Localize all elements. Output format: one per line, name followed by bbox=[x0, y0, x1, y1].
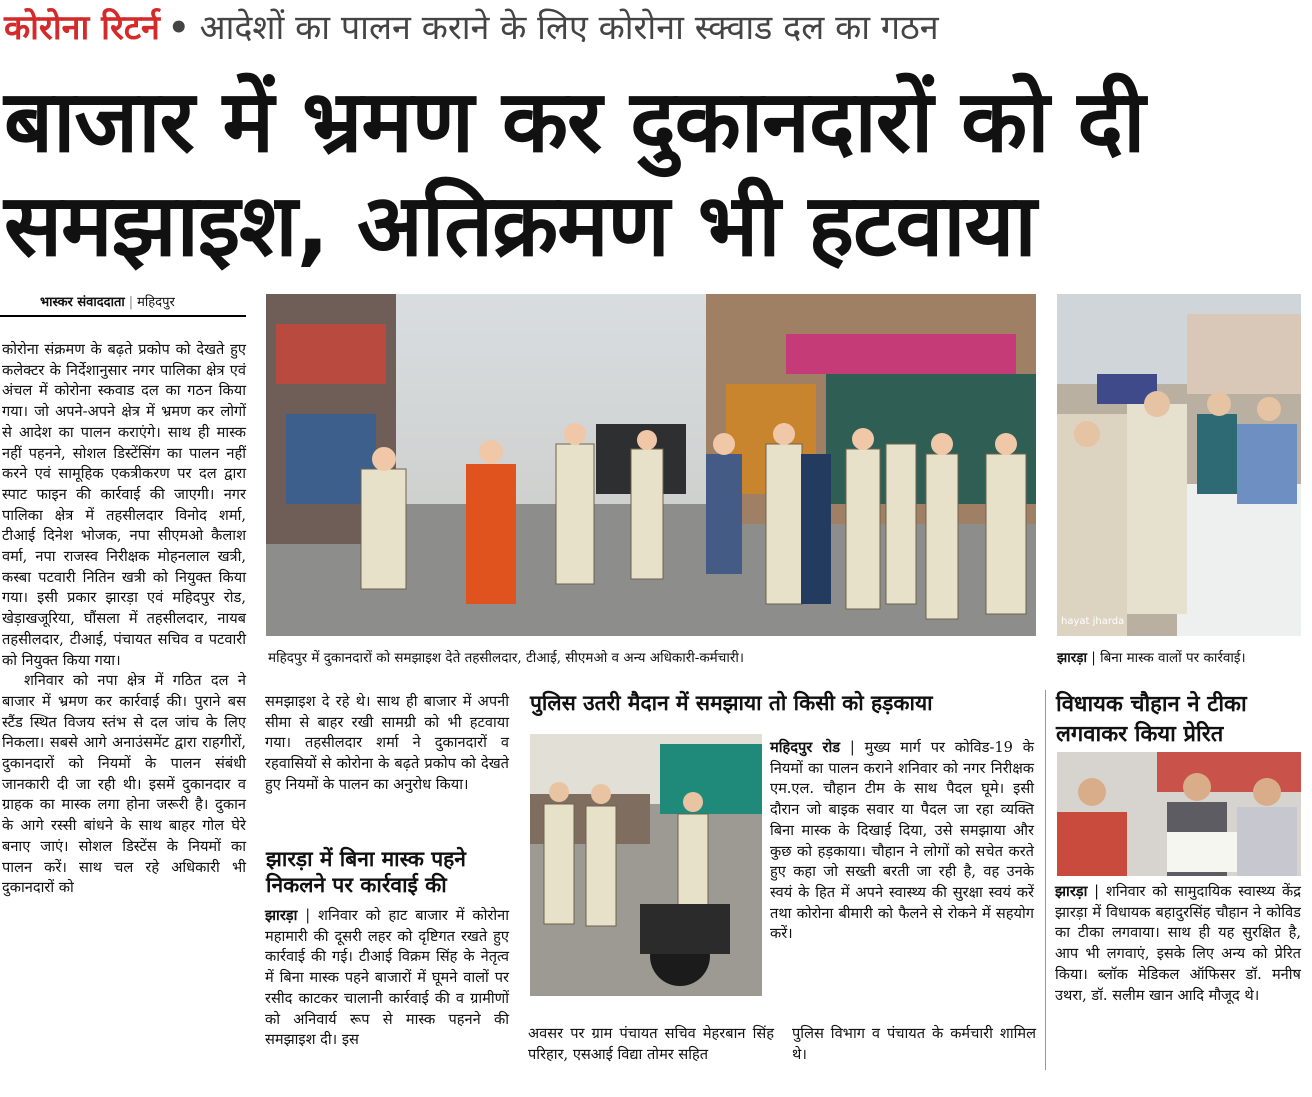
kicker-text: आदेशों का पालन कराने के लिए कोरोना स्क्वाड दल का गठन bbox=[199, 8, 939, 48]
mla-story-text: शनिवार को सामुदायिक स्वास्थ्य केंद्र झारड़ा में विधायक बहादुरसिंह चौहान ने कोविड का टीका लगवाया। साथ ही यह सुरक्षित है, आप भी लगवाएं, इसके लिए अन्य को प्रेरित किया। ब्लॉक मेडिकल ऑफिसर डॉ. मनीष उथरा, डॉ. सलीम खान आदि मौजूद थे। bbox=[1055, 883, 1301, 1004]
main-story-para-2: शनिवार को नपा क्षेत्र में गठित दल ने बाजार में भ्रमण कर कार्रवाई की। पुराने बस स्टैंड स्थित विजय स्तंभ से दल जांच के लिए निकला। सबसे आगे अनाउंसमेंट द्वारा राहगीरों, दुकानदारों को नियमों के पालन संबंधी जानकारी दी जा रही थी। इसमें दुकानदार व ग्राहक का मास्क लगा होना जरूरी है। दुकान के आगे रस्सी बांधने के साथ बाहर गोल घेरे बनाए जाएं। सोशल डिस्टेंस के नियमों का पालन करें। साथ चल रहे अधिकारी भी दुकानदारों को bbox=[2, 672, 246, 897]
column-divider bbox=[1045, 690, 1046, 1070]
main-story-column-2: समझाइश दे रहे थे। साथ ही बाजार में अपनी सीमा से बाहर रखी सामग्री को भी हटवाया गया। तहसीलदार शर्मा ने दुकानदारों व रहवासियों से कोरोना के बढ़ते प्रकोप को देखते हुए नियमों के पालन का अनुरोध किया। bbox=[265, 693, 509, 793]
photo-credit: hayat jharda bbox=[1061, 616, 1125, 627]
kicker-label: कोरोना रिटर्न bbox=[4, 8, 160, 48]
mla-story-headline: विधायक चौहान ने टीका लगवाकर किया प्रेरित bbox=[1056, 692, 1247, 747]
headline-line-2: समझाइश, अतिक्रमण भी हटवाया bbox=[4, 176, 1036, 276]
police-story-headline: पुलिस उतरी मैदान में समझाया तो किसी को हड़काया bbox=[530, 691, 933, 715]
police-story-body: महिदपुर रोड | मुख्य मार्ग पर कोविड-19 के नियमों का पालन कराने शनिवार को नगर निरीक्षक एम.एल. चौहान टीम के साथ पैदल घूमे। इसी दौरान जो बाइक सवार या पैदल जा रहा व्यक्ति बिना मास्क के दिखाई दिया, उसे समझाया और कुछ को हड़काया। चौहान ने लोगों को सचेत करते हुए कहा जो सख्ती बरती जा रही है, वह उनके स्वयं के हित में अपने स्वास्थ्य की सुरक्षा स्वयं करें तथा कोरोना बीमारी को फैलने से रोकने में सहयोग करें। bbox=[770, 739, 1034, 943]
police-story-place: महिदपुर रोड bbox=[770, 739, 841, 756]
main-story-column-1 bbox=[2, 340, 246, 899]
jharda-story-body: झारड़ा | शनिवार को हाट बाजार में कोरोना महामारी की दूसरी लहर को दृष्टिगत रखते हुए कार्रवाई की गई। टीआई विक्रम सिंह के नेतृत्व में बिना मास्क पहने बाजारों में घूमने वालों पर रसीद काटकर चालानी कार्रवाई की व ग्रामीणों को अनिवार्य रूप से मास्क पहनने की समझाइश दी। इस bbox=[265, 907, 509, 1049]
jharda-caption-text: बिना मास्क वालों पर कार्रवाई। bbox=[1100, 650, 1246, 666]
police-photo bbox=[530, 734, 762, 996]
main-photo-caption: महिदपुर में दुकानदारों को समझाइश देते तहसीलदार, टीआई, सीएमओ व अन्य अधिकारी-कर्मचारी। bbox=[268, 650, 744, 666]
vaccination-image bbox=[1057, 752, 1301, 876]
jharda-caption-place: झारड़ा bbox=[1057, 650, 1087, 666]
headline-line-1: बाजार में भ्रमण कर दुकानदारों को दी bbox=[4, 72, 1145, 172]
byline-place: महिदपुर bbox=[137, 295, 175, 310]
byline-rule bbox=[0, 315, 246, 317]
police-patrol-image bbox=[530, 734, 762, 996]
main-story-para-1: कोरोना संक्रमण के बढ़ते प्रकोप को देखते हुए कलेक्टर के निर्देशानुसार नगर पालिका क्षेत्र एवं अंचल में कोरोना स्कवाड दल का गठन किया गया। जो अपने-अपने क्षेत्र में भ्रमण कर लोगों से आदेश का पालन कराएंगे। साथ ही मास्क नहीं पहनने, सोशल डिस्टेंसिंग का पालन नहीं करने एवं सामूहिक एकत्रीकरण पर दल द्वारा स्पाट फाइन की कार्रवाई की जाएगी। नगर पालिका क्षेत्र में तहसीलदार विनोद शर्मा, टीआई दिनेश भोजक, नपा सीएमओ कैलाश वर्मा, नपा राजस्व निरीक्षक मोहनलाल खत्री, कस्बा पटवारी नितिन खत्री को नियुक्त किया गया। इसी प्रकार झारड़ा एवं महिदपुर रोड, खेड़ाखजूरिया, घौंसला में तहसीलदार, नायब तहसीलदार, टीआई, पंचायत सचिव व पटवारी को नियुक्त किया गया। bbox=[2, 341, 246, 669]
jharda-photo-caption: झारड़ा | बिना मास्क वालों पर कार्रवाई। bbox=[1057, 650, 1246, 666]
jharda-story-place: झारड़ा bbox=[265, 907, 298, 924]
byline-reporter: भास्कर संवाददाता bbox=[40, 295, 125, 310]
jharda-story-cont-1: अवसर पर ग्राम पंचायत सचिव मेहरबान सिंह परिहार, एसआई विद्या तोमर सहित bbox=[528, 1025, 774, 1063]
main-market-photo bbox=[266, 294, 1036, 636]
kicker-bullet: • bbox=[167, 8, 190, 48]
kicker-line bbox=[4, 2, 939, 54]
jharda-story-headline: झारड़ा में बिना मास्क पहने निकलने पर कार्रवाई की bbox=[266, 847, 466, 897]
mla-story-place: झारड़ा bbox=[1055, 883, 1088, 900]
jharda-story-text: शनिवार को हाट बाजार में कोरोना महामारी की दूसरी लहर को दृष्टिगत रखते हुए कार्रवाई की गई। टीआई विक्रम सिंह के नेतृत्व में बिना मास्क पहने बाजारों में घूमने वालों पर रसीद काटकर चालानी कार्रवाई की व ग्रामीणों को अनिवार्य रूप से मास्क पहनने की समझाइश दी। इस bbox=[265, 907, 509, 1049]
main-headline bbox=[4, 70, 1304, 278]
jharda-photo bbox=[1057, 294, 1301, 636]
mla-story-body: झारड़ा | शनिवार को सामुदायिक स्वास्थ्य केंद्र झारड़ा में विधायक बहादुरसिंह चौहान ने कोविड का टीका लगवाया। साथ ही यह सुरक्षित है, आप भी लगवाएं, इसके लिए अन्य को प्रेरित किया। ब्लॉक मेडिकल ऑफिसर डॉ. मनीष उथरा, डॉ. सलीम खान आदि मौजूद थे। bbox=[1055, 883, 1301, 1004]
jharda-street-image bbox=[1057, 294, 1301, 636]
jharda-story-cont-2: पुलिस विभाग व पंचायत के कर्मचारी शामिल थे। bbox=[792, 1025, 1036, 1063]
mla-photo bbox=[1057, 752, 1301, 876]
byline: भास्कर संवाददाता | महिदपुर bbox=[40, 295, 175, 310]
police-story-text: मुख्य मार्ग पर कोविड-19 के नियमों का पालन कराने शनिवार को नगर निरीक्षक एम.एल. चौहान टीम के साथ पैदल घूमे। इसी दौरान जो बाइक सवार या पैदल जा रहा व्यक्ति बिना मास्क के दिखाई दिया, उसे समझाया और कुछ को हड़काया। चौहान ने लोगों को सचेत करते हुए कहा जो सख्ती बरती जा रही है, वह उनके स्वयं के हित में अपने स्वास्थ्य की सुरक्षा स्वयं करें तथा कोरोना बीमारी को फैलने से रोकने में सहयोग करें। bbox=[770, 739, 1034, 943]
market-street-image bbox=[266, 294, 1036, 636]
